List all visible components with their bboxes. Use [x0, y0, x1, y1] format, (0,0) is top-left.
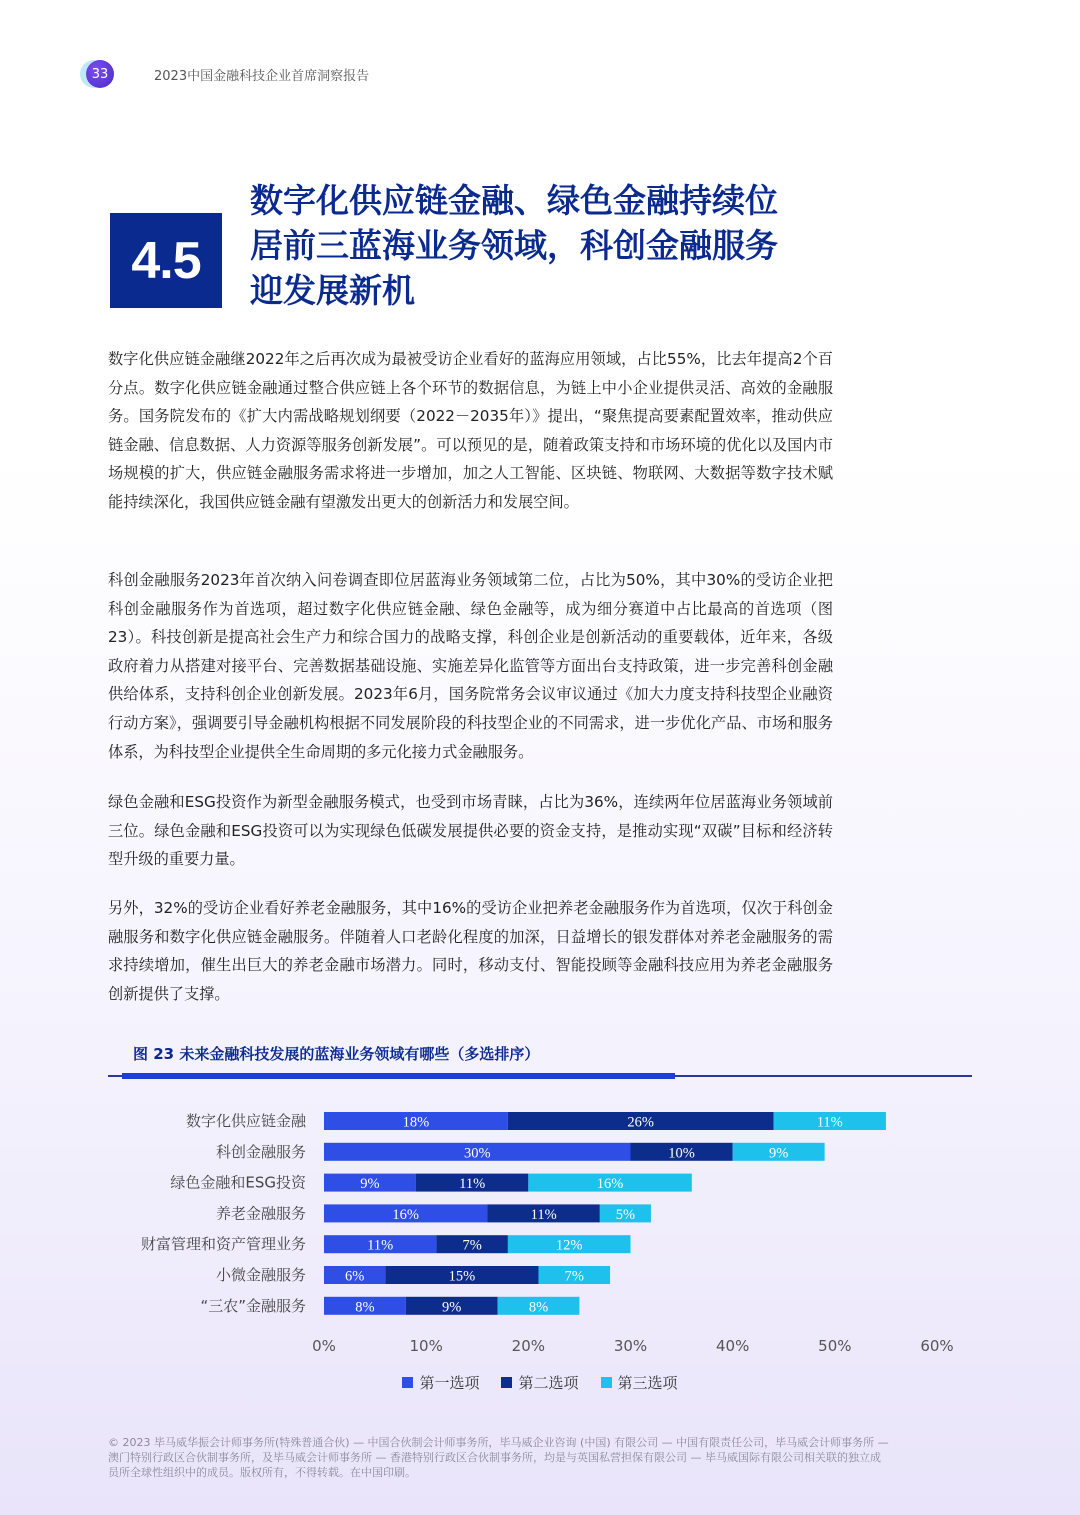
x-tick-label: 40% — [715, 1337, 750, 1355]
paragraph-1 — [108, 345, 833, 517]
x-tick-label: 60% — [920, 1337, 954, 1355]
legend-item — [601, 1372, 678, 1393]
data-label: 9% — [768, 1145, 789, 1162]
category-label: “三农”金融服务 — [200, 1296, 306, 1315]
section-title-line: 居前三蓝海业务领域，科创金融服务 — [250, 226, 778, 265]
paragraph-text: 数字化供应链金融继2022年之后再次成为最被受访企业看好的蓝海应用领域，占比55%，比去年提高2个百分点。数字化供应链金融通过整合供应链上各个环节的数据信息，为链上中小企业提供灵活、高效的金融服务。国务院发布的《扩大内需战略规划纲要（2022－2035年）》提出，“聚焦提高要素配置效率，推动供应链金融、信息数据、人力资源等服务创新发展”。可以预见的是，随着政策支持和市场环境的优化以及国内市场规模的扩大，供应链金融服务需求将进一步增加，加之人工智能、区块链、物联网、大数据等数字技术赋能持续深化，我国供应链金融有望激发出更大的创新活力和发展空间。 — [108, 350, 833, 511]
category-label: 小微金融服务 — [215, 1266, 306, 1284]
legend-swatch — [402, 1377, 413, 1388]
data-label: 7% — [564, 1268, 584, 1285]
data-label: 26% — [627, 1114, 655, 1131]
data-label: 7% — [462, 1237, 482, 1254]
category-label: 数字化供应链金融 — [185, 1112, 306, 1130]
data-label: 5% — [615, 1206, 636, 1223]
data-label: 11% — [459, 1176, 486, 1193]
category-label: 养老金融服务 — [215, 1204, 306, 1223]
category-label: 科创金融服务 — [215, 1142, 306, 1161]
data-label: 30% — [463, 1145, 491, 1162]
x-tick-label: 10% — [409, 1337, 443, 1355]
page-header — [80, 58, 369, 90]
legend-label: 第二选项 — [518, 1374, 579, 1392]
category-label: 财富管理和资产管理业务 — [140, 1235, 306, 1254]
data-label: 11% — [530, 1206, 557, 1223]
x-tick-label: 20% — [511, 1337, 546, 1355]
paragraph-text: 科创金融服务2023年首次纳入问卷调查即位居蓝海业务领域第二位，占比为50%，其中30%的受访企业把科创金融服务作为首选项，超过数字化供应链金融、绿色金融等，成为细分赛道中占比最高的首选项（图23）。科技创新是提高社会生产力和综合国力的战略支撑，科创企业是创新活动的重要载体，近年来，各级政府着力从搭建对接平台、完善数据基础设施、实施差异化监管等方面出台支持政策，进一步完善科创金融供给体系，支持科创企业创新发展。2023年6月，国务院常务会议审议通过《加大力度支持科技型企业融资行动方案》，强调要引导金融机构根据不同发展阶段的科技型企业的不同需求，进一步优化产品、市场和服务体系，为科技型企业提供全生命周期的多元化接力式金融服务。 — [108, 571, 833, 761]
data-label: 6% — [344, 1268, 365, 1285]
data-label: 10% — [668, 1145, 695, 1162]
legend-label: 第三选项 — [617, 1374, 678, 1392]
data-label: 16% — [392, 1206, 420, 1223]
data-label: 9% — [360, 1176, 380, 1193]
data-label: 11% — [816, 1114, 843, 1131]
footer-line: © 2023 毕马威华振会计师事务所(特殊普通合伙) — 中国合伙制会计师事务所，毕马威企业咨询 (中国) 有限公司 — 中国有限责任公司，毕马威会计师事务所 — — [108, 1436, 889, 1449]
data-label: 11% — [367, 1237, 394, 1254]
x-tick-label: 0% — [312, 1337, 336, 1355]
data-label: 8% — [355, 1299, 375, 1316]
paragraph-2 — [108, 566, 833, 766]
section-title — [250, 178, 840, 313]
data-label: 18% — [402, 1114, 430, 1131]
stacked-bar-chart — [0, 1090, 1080, 1365]
legend-swatch — [501, 1377, 512, 1388]
paragraph-4 — [108, 894, 833, 1008]
figure-title: 图 23 未来金融科技发展的蓝海业务领域有哪些（多选排序） — [133, 1045, 540, 1063]
figure-rule-accent — [122, 1073, 675, 1079]
legend-item — [402, 1372, 479, 1393]
footer-line: 员所全球性组织中的成员。版权所有，不得转载。在中国印刷。 — [108, 1466, 416, 1479]
paragraph-text: 另外，32%的受访企业看好养老金融服务，其中16%的受访企业把养老金融服务作为首选项，仅次于科创金融服务和数字化供应链金融服务。伴随着人口老龄化程度的加深，日益增长的银发群体对养老金融服务的需求持续增加，催生出巨大的养老金融市场潜力。同时，移动支付、智能投顾等金融科技应用为养老金融服务创新提供了支撑。 — [108, 899, 833, 1003]
chart-legend — [0, 1372, 1080, 1393]
category-label: 绿色金融和ESG投资 — [170, 1173, 306, 1192]
section-number: 4.5 — [110, 213, 222, 308]
legend-item — [501, 1372, 578, 1393]
section-title-line: 迎发展新机 — [250, 271, 415, 310]
legend-swatch — [601, 1377, 612, 1388]
data-label: 12% — [555, 1237, 583, 1254]
x-tick-label: 30% — [613, 1337, 648, 1355]
x-tick-label: 50% — [818, 1337, 852, 1355]
legend-label: 第一选项 — [419, 1374, 480, 1392]
copyright-footer — [108, 1435, 973, 1480]
data-label: 15% — [448, 1268, 476, 1285]
footer-line: 澳门特别行政区合伙制事务所，及毕马威会计师事务所 — 香港特别行政区合伙制事务所，均是与英国私营担保有限公司 — 毕马威国际有限公司相关联的独立成 — [108, 1451, 881, 1464]
report-title: 2023中国金融科技企业首席洞察报告 — [154, 68, 370, 84]
data-label: 16% — [596, 1176, 624, 1193]
paragraph-text: 绿色金融和ESG投资作为新型金融服务模式，也受到市场青睐，占比为36%，连续两年位居蓝海业务领域前三位。绿色金融和ESG投资可以为实现绿色低碳发展提供必要的资金支持，是推动实现“双碳”目标和经济转型升级的重要力量。 — [108, 793, 833, 869]
section-title-line: 数字化供应链金融、绿色金融持续位 — [250, 181, 778, 220]
data-label: 8% — [528, 1299, 549, 1316]
page-number-badge: 33 — [86, 60, 114, 88]
data-label: 9% — [442, 1299, 462, 1316]
paragraph-3 — [108, 788, 833, 874]
